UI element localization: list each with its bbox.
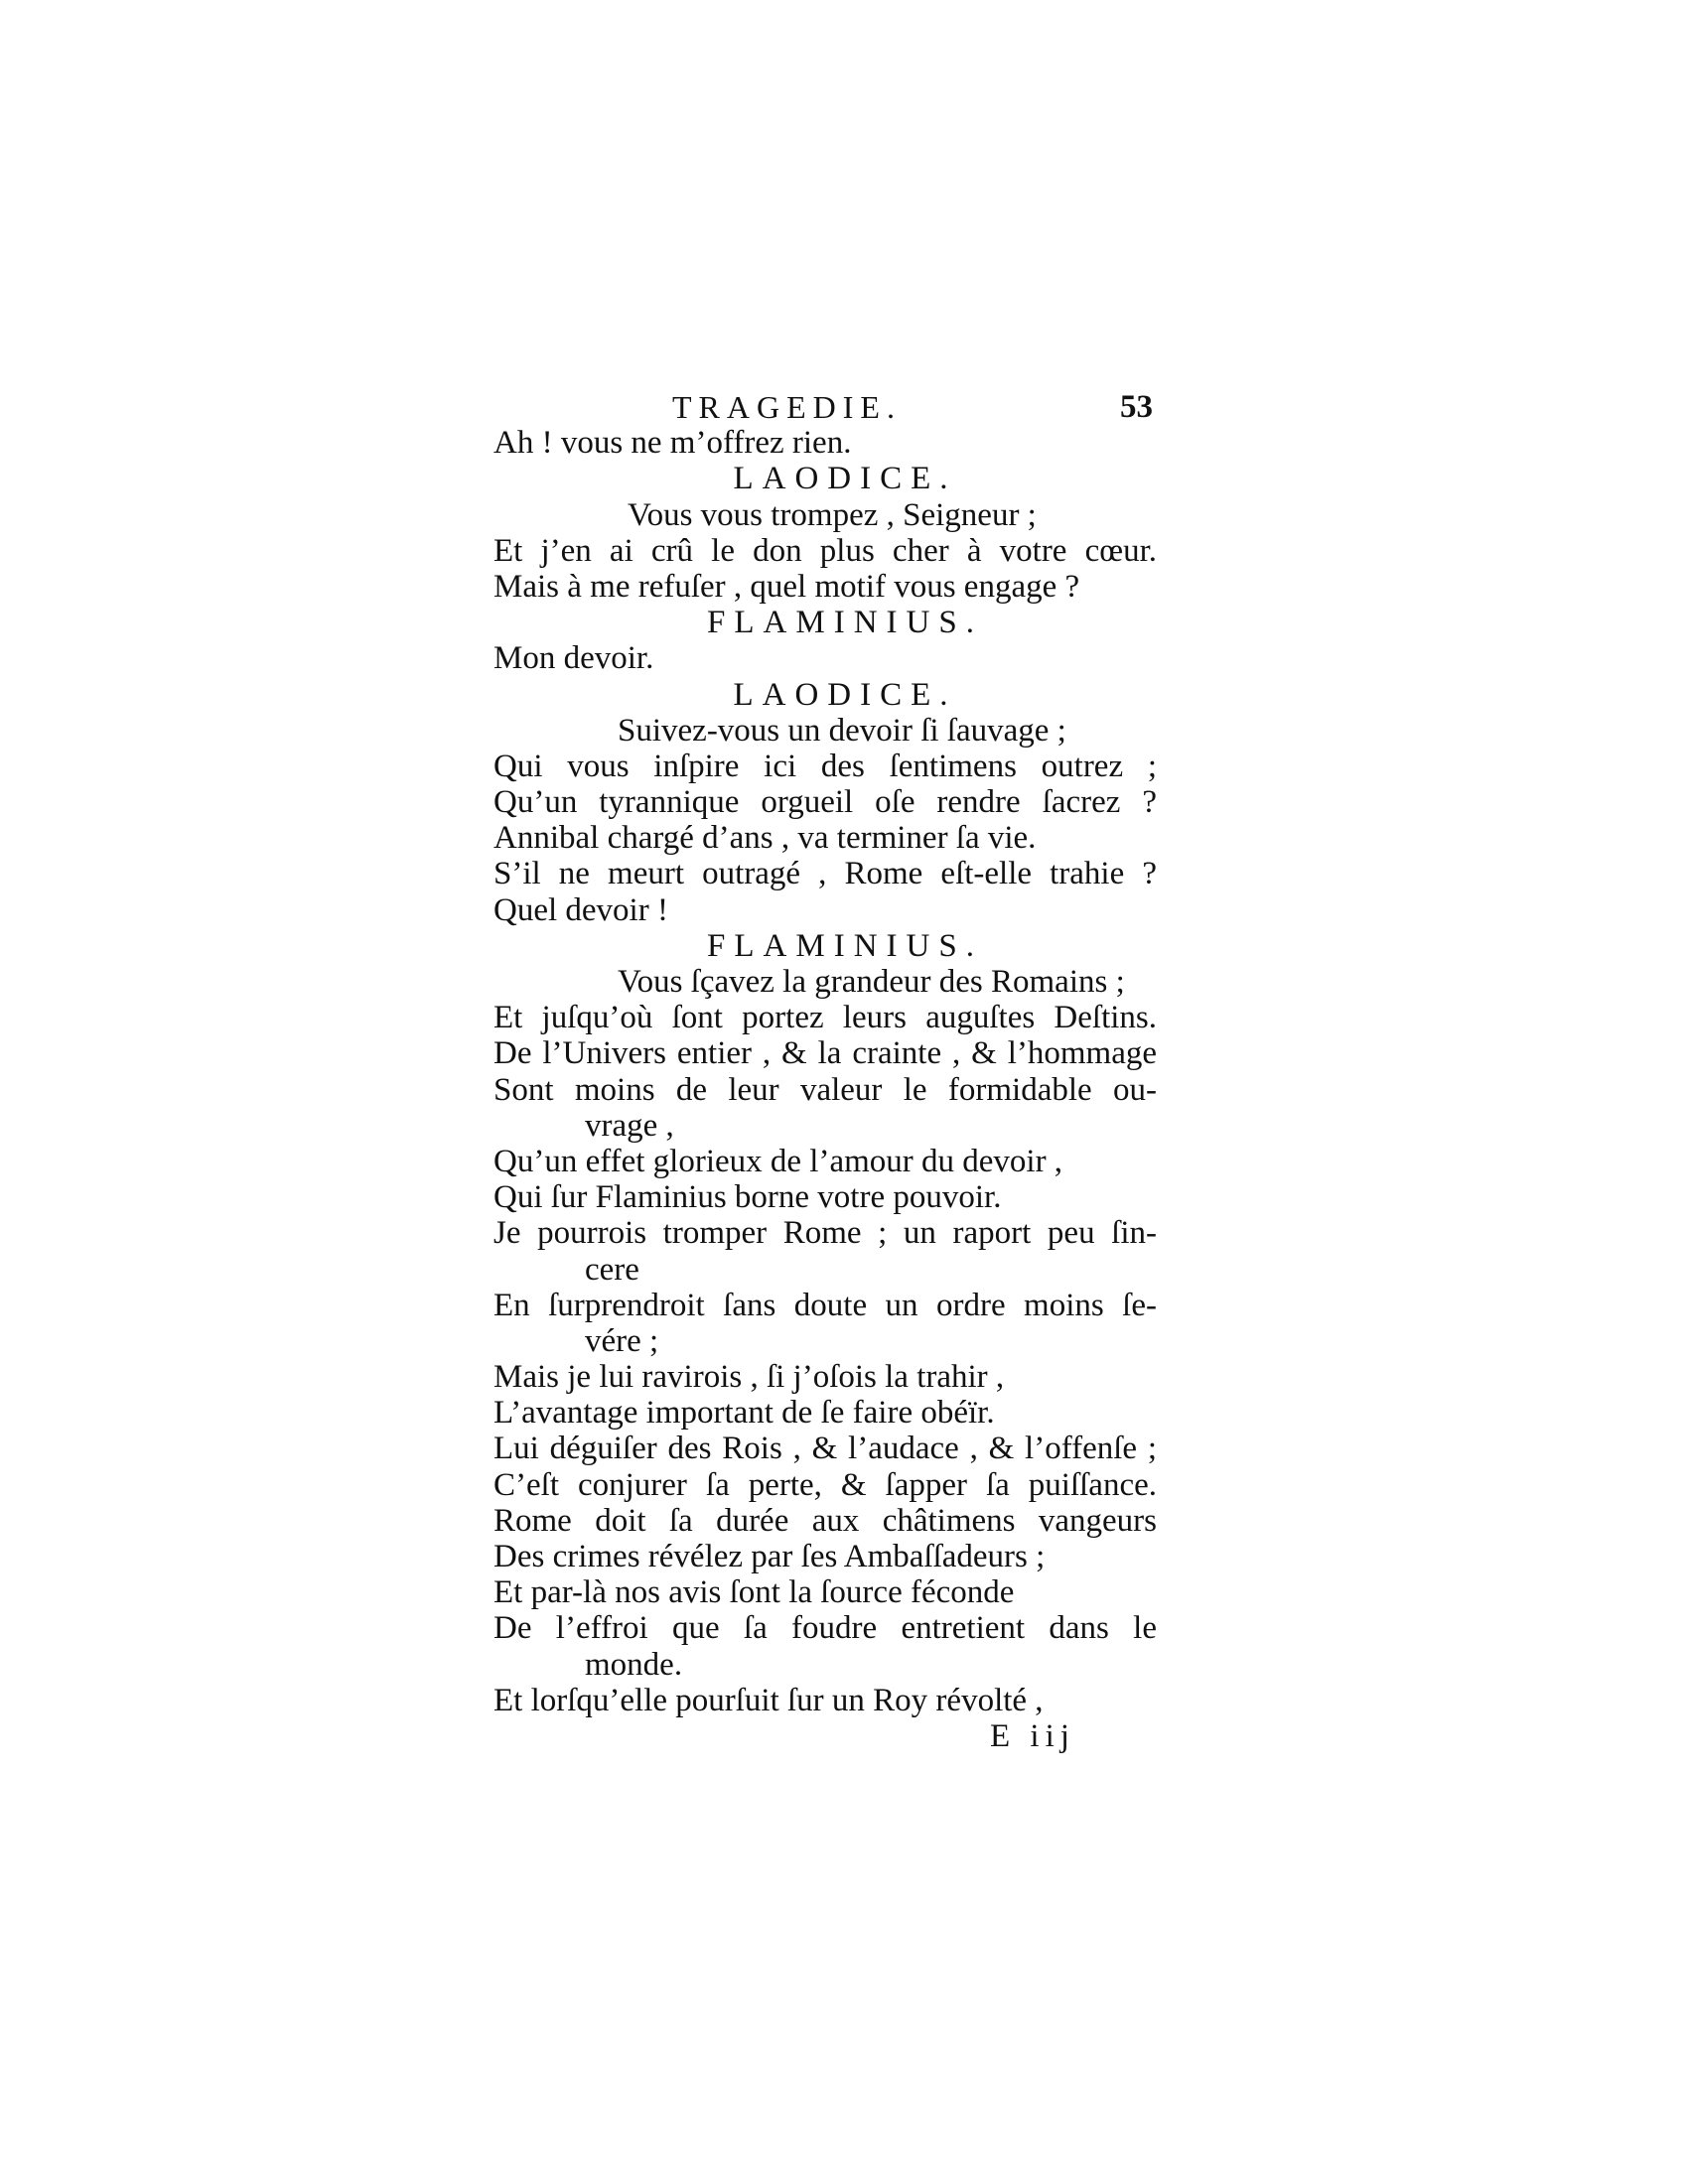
book-page [493,389,1157,1754]
verse-line: Et juſqu’où ſont portez leurs auguſtes Deſtins. [493,1000,1157,1036]
verse-continuation: vére ; [585,1322,659,1359]
verse-line: Sont moins de leur valeur le formidable ou- [493,1071,1157,1108]
verse-continuation: monde. [585,1646,683,1683]
verse-line: Ah ! vous ne m’offrez rien. [493,425,852,462]
verse-line: Rome doit ſa durée aux châtimens vangeurs [493,1502,1157,1539]
running-header [493,389,1157,425]
verse-line: Qui ſur Flaminius borne votre pouvoir. [493,1179,1002,1216]
verse-continuation: vrage , [585,1107,674,1144]
verse-line: Et lorſqu’elle pourſuit ſur un Roy révolté , [493,1682,1044,1718]
verse-line: Qu’un tyrannique orgueil oſe rendre ſacrez ? [493,784,1157,821]
speaker-name: FLAMINIUS. [707,927,983,964]
verse-line: Mais à me refuſer , quel motif vous engage ? [493,568,1080,605]
verse-line: Des crimes révélez par ſes Ambaſſadeurs ; [493,1539,1046,1574]
verse-line: L’avantage important de ſe faire obéïr. [493,1395,995,1432]
verse-continuation: cere [585,1251,639,1288]
verse-line: Qu’un effet glorieux de l’amour du devoir , [493,1143,1063,1179]
speaker-name: LAODICE. [733,461,957,497]
verse-line: Lui déguiſer des Rois , & l’audace , & l’offenſe ; [493,1431,1157,1467]
running-title: TRAGEDIE. [672,389,902,425]
page-number: 53 [1120,389,1153,425]
verse-line: Mais je lui ravirois , ſi j’oſois la trahir , [493,1359,1005,1396]
verse-line: Vous vous trompez , Seigneur ; [628,496,1037,533]
verse-line: S’il ne meurt outragé , Rome eſt-elle trahie ? [493,856,1157,892]
signature-mark: E iij [990,1717,1075,1754]
verse-line: C’eſt conjurer ſa perte, & ſapper ſa puiſſance. [493,1466,1157,1503]
verse-line: Suivez-vous un devoir ſi ſauvage ; [618,712,1066,749]
verse-line: Quel devoir ! [493,891,668,928]
verse-line: Mon devoir. [493,640,654,677]
verse-line: Annibal chargé d’ans , va terminer ſa vie. [493,820,1037,857]
verse-line: Vous ſçavez la grandeur des Romains ; [618,964,1125,1000]
verse-line: De l’effroi que ſa foudre entretient dans le [493,1610,1157,1647]
verse-line: Qui vous inſpire ici des ſentimens outrez ; [493,748,1157,784]
verse-line: En ſurprendroit ſans doute un ordre moins ſe- [493,1287,1157,1323]
speaker-name: LAODICE. [733,676,957,713]
verse-line: De l’Univers entier , & la crainte , & l’hommage [493,1035,1157,1072]
verse-line: Et j’en ai crû le don plus cher à votre cœur. [493,532,1157,569]
verse-line: Je pourrois tromper Rome ; un raport peu ſin- [493,1215,1157,1252]
speaker-name: FLAMINIUS. [707,605,983,641]
verse-line: Et par-là nos avis ſont la ſource féconde [493,1574,1015,1611]
